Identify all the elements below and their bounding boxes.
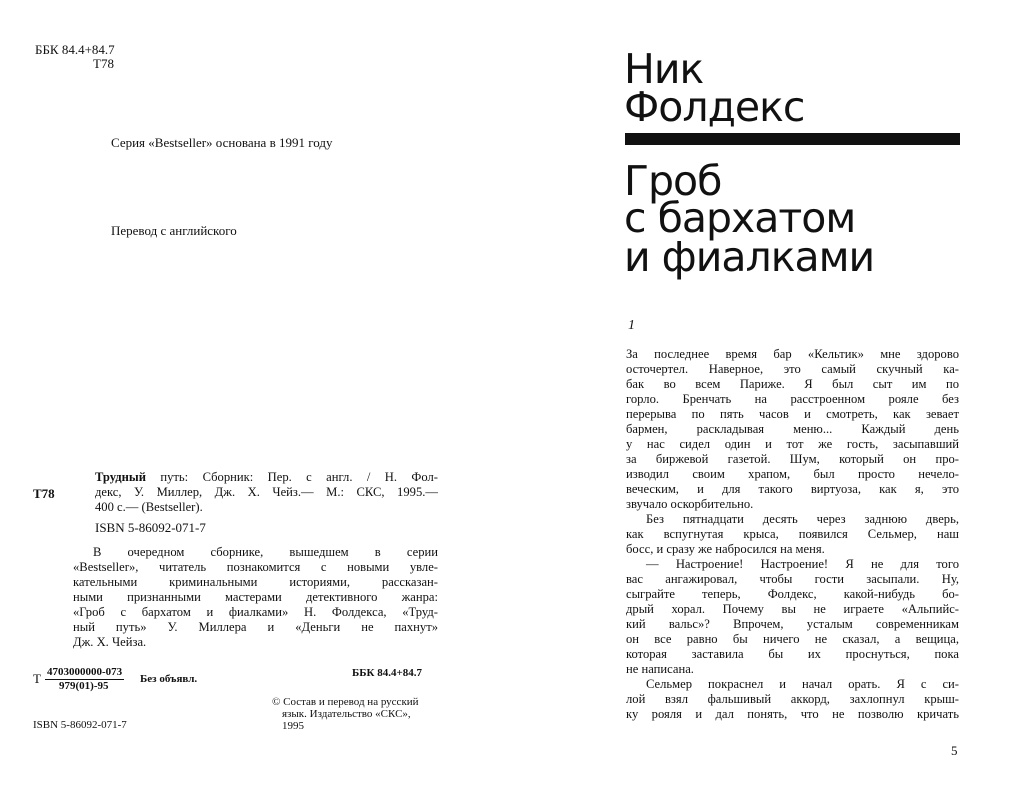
copyright-line: © Состав и перевод на русский bbox=[272, 696, 419, 708]
body-line: которая заставила бы их проснуться, пока bbox=[626, 647, 959, 661]
page-number: 5 bbox=[951, 743, 958, 758]
body-line: горло. Бренчать на расстроенном рояле без bbox=[626, 392, 959, 406]
body-text bbox=[626, 347, 959, 722]
copyright-line: 1995 bbox=[282, 720, 304, 732]
catalog-line-rest: путь: Сборник: Пер. с англ. / Н. Фол- bbox=[145, 470, 438, 484]
body-line: у нас сидел один и тот же гость, засыпавший bbox=[626, 437, 959, 451]
body-line: вас ангажировал, чтобы гости засыпали. Ну, bbox=[626, 572, 959, 586]
index-numerator: 4703000000-073 bbox=[47, 666, 123, 678]
body-line: звучало оскорбительно. bbox=[626, 497, 754, 511]
body-line: за биржевой газетой. Шум, который он про- bbox=[626, 452, 959, 466]
bbk-code-top: ББК 84.4+84.7 bbox=[35, 42, 115, 57]
footer-letter: Т bbox=[33, 671, 41, 686]
bbk-code-bottom: ББК 84.4+84.7 bbox=[352, 667, 423, 679]
body-line: — Настроение! Настроение! Я не для того bbox=[646, 557, 959, 571]
catalog-title: Трудный bbox=[95, 470, 146, 484]
catalog-code: Т78 bbox=[33, 486, 55, 501]
body-line: веческим, и для такого виртуоза, как я, это bbox=[626, 482, 959, 496]
annotation-line: «Bestseller», читатель познакомится с новыми увле- bbox=[73, 560, 438, 574]
series-line: Серия «Bestseller» основана в 1991 году bbox=[111, 135, 333, 150]
body-line: Сельмер покраснел и начал орать. Я с си- bbox=[646, 677, 959, 691]
body-line: ку рояля и дал понять, что не позволю кричать bbox=[626, 707, 959, 721]
body-line: перерыва по пять часов и смотреть, как зевает bbox=[626, 407, 959, 421]
book-title-line: и фиалками bbox=[624, 233, 875, 281]
index-fraction bbox=[45, 666, 124, 693]
translation-line: Перевод с английского bbox=[111, 223, 237, 238]
annotation-line: В очередном сборнике, вышедшем в серии bbox=[93, 545, 438, 559]
body-line: кий вальс»? Впрочем, усталым современникам bbox=[626, 617, 959, 631]
annotation-line: «Гроб с бархатом и фиалками» Н. Фолдекса, «Труд- bbox=[73, 605, 438, 619]
index-denominator: 979(01)-95 bbox=[59, 680, 109, 692]
book-title-line: с бархатом bbox=[624, 194, 856, 242]
right-page bbox=[505, 0, 1010, 800]
body-line: лой взял фальшивый аккорд, захлопнул крыш- bbox=[626, 692, 959, 706]
catalog-entry bbox=[95, 470, 438, 515]
body-line: сыграйте теперь, Фолдекс, какой-нибудь бо- bbox=[626, 587, 959, 601]
body-line: изводил своим храпом, был просто нечело- bbox=[626, 467, 959, 481]
body-line: Без пятнадцати десять через заднюю дверь, bbox=[646, 512, 959, 526]
body-line: бак во всем Париже. Я был сыт им по bbox=[626, 377, 959, 391]
annotation-line: Дж. Х. Чейза. bbox=[73, 635, 147, 649]
body-line: дрый хорал. Почему вы не играете «Альпийс- bbox=[626, 602, 959, 616]
annotation-line: ный путь» У. Миллера и «Деньги не пахнут» bbox=[73, 620, 438, 634]
copyright-block bbox=[272, 696, 419, 732]
catalog-line bbox=[95, 470, 438, 485]
no-announce: Без объявл. bbox=[140, 673, 198, 685]
body-line: осточертел. Наверное, это самый скучный ка- bbox=[626, 362, 959, 376]
copyright-line: язык. Издательство «СКС», bbox=[282, 708, 411, 720]
annotation-line: ными признанными мастерами детективного жанра: bbox=[73, 590, 438, 604]
catalog-isbn: ISBN 5-86092-071-7 bbox=[95, 520, 206, 535]
book-title-line: Гроб bbox=[624, 157, 722, 205]
body-line: бармен, раскладывая меню... Каждый день bbox=[626, 422, 959, 436]
title-rule bbox=[625, 133, 960, 145]
annotation bbox=[73, 545, 438, 650]
body-line: он все равно бы ничего не сказал, а вещица, bbox=[626, 632, 959, 646]
chapter-number: 1 bbox=[628, 318, 635, 333]
author-last-name: Фолдекс bbox=[624, 83, 805, 131]
author-code-top: Т78 bbox=[93, 56, 114, 71]
catalog-line: декс, У. Миллер, Дж. Х. Чейз.— М.: СКС, 1995.— bbox=[95, 485, 438, 499]
catalog-line: 400 с.— (Bestseller). bbox=[95, 500, 203, 514]
body-line: За последнее время бар «Кельтик» мне здорово bbox=[626, 347, 959, 361]
body-line: босс, и сразу же набросился на меня. bbox=[626, 542, 825, 556]
body-line: не написана. bbox=[626, 662, 694, 676]
isbn-bottom: ISBN 5-86092-071-7 bbox=[33, 719, 127, 731]
body-line: как вспугнутая крыса, появился Сельмер, наш bbox=[626, 527, 959, 541]
annotation-line: кательными криминальными историями, рассказан- bbox=[73, 575, 438, 589]
author-first-name: Ник bbox=[624, 45, 704, 93]
